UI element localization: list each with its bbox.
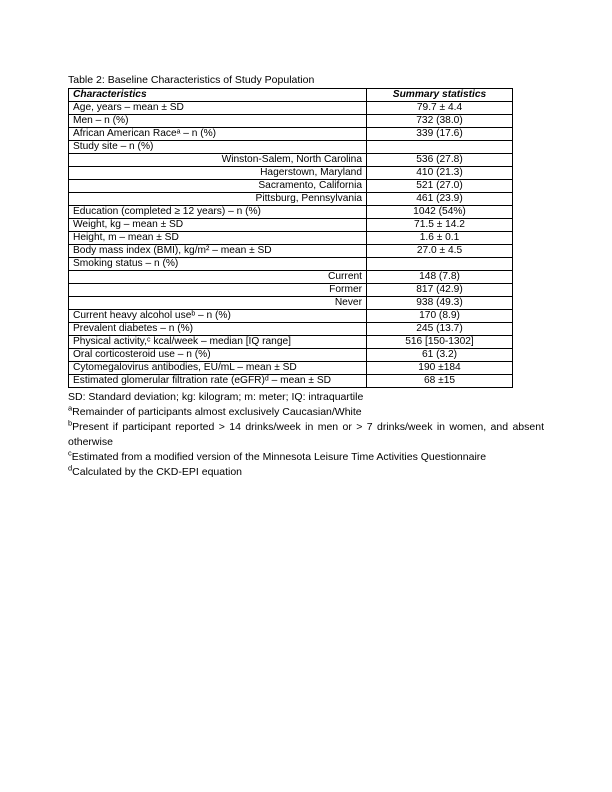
characteristic-cell: Winston-Salem, North Carolina [69,154,367,167]
table-row [69,102,513,115]
table-row [69,206,513,219]
value-cell: 1042 (54%) [367,206,513,219]
baseline-characteristics-table [68,88,513,388]
page-content [68,73,544,480]
table-row [69,141,513,154]
table-row [69,245,513,258]
footnote-marker: a [68,403,73,413]
footnote-b [68,420,544,450]
value-cell: 521 (27.0) [367,180,513,193]
value-cell: 732 (38.0) [367,115,513,128]
table-row [69,323,513,336]
value-cell: 817 (42.9) [367,284,513,297]
table-row [69,180,513,193]
value-cell: 27.0 ± 4.5 [367,245,513,258]
table-footnotes [68,390,544,480]
characteristic-cell: Estimated glomerular filtration rate (eGFR)ᵈ – mean ± SD [69,375,367,388]
value-cell: 170 (8.9) [367,310,513,323]
value-cell: 339 (17.6) [367,128,513,141]
characteristic-cell: Current heavy alcohol useᵇ – n (%) [69,310,367,323]
footnote-text: SD: Standard deviation; kg: kilogram; m: meter; IQ: intraquartile [68,391,364,403]
footnote-text: Calculated by the CKD-EPI equation [72,466,243,478]
footnote-a [68,405,544,420]
table-row [69,128,513,141]
footnote-d [68,465,544,480]
characteristic-cell: Pittsburg, Pennsylvania [69,193,367,206]
characteristic-cell: Education (completed ≥ 12 years) – n (%) [69,206,367,219]
table-row [69,362,513,375]
footnote-marker: d [68,463,73,473]
characteristic-cell: Study site – n (%) [69,141,367,154]
value-cell: 516 [150-1302] [367,336,513,349]
characteristic-cell: Men – n (%) [69,115,367,128]
value-cell: 461 (23.9) [367,193,513,206]
table-row [69,258,513,271]
characteristic-cell: Smoking status – n (%) [69,258,367,271]
table-caption: Table 2: Baseline Characteristics of Study Population [68,74,315,86]
characteristic-cell: Hagerstown, Maryland [69,167,367,180]
value-cell: 148 (7.8) [367,271,513,284]
characteristic-cell: Weight, kg – mean ± SD [69,219,367,232]
value-cell [367,258,513,271]
value-cell: 71.5 ± 14.2 [367,219,513,232]
characteristic-cell: Current [69,271,367,284]
value-cell: 938 (49.3) [367,297,513,310]
column-header-summary-statistics: Summary statistics [367,89,513,102]
footnote-marker: c [68,448,72,458]
footnote-text: Estimated from a modified version of the Minnesota Leisure Time Activities Questionnaire [71,451,487,463]
table-row [69,375,513,388]
value-cell: 1.6 ± 0.1 [367,232,513,245]
characteristic-cell: Former [69,284,367,297]
footnote-marker: b [68,418,73,428]
table-row [69,336,513,349]
characteristic-cell: Oral corticosteroid use – n (%) [69,349,367,362]
footnote-abbreviations [68,390,544,405]
value-cell: 245 (13.7) [367,323,513,336]
value-cell: 536 (27.8) [367,154,513,167]
footnote-text: Present if participant reported > 14 drinks/week in men or > 7 drinks/week in women, and absent otherwise [68,421,544,448]
table-row [69,115,513,128]
characteristic-cell: Age, years – mean ± SD [69,102,367,115]
table-row [69,284,513,297]
footnote-text: Remainder of participants almost exclusively Caucasian/White [72,406,362,418]
table-row [69,154,513,167]
value-cell: 190 ±184 [367,362,513,375]
characteristic-cell: African American Raceᵃ – n (%) [69,128,367,141]
value-cell: 61 (3.2) [367,349,513,362]
column-header-characteristics: Characteristics [69,89,367,102]
characteristic-cell: Sacramento, California [69,180,367,193]
characteristic-cell: Never [69,297,367,310]
table-row [69,349,513,362]
characteristic-cell: Prevalent diabetes – n (%) [69,323,367,336]
value-cell [367,141,513,154]
table-row [69,232,513,245]
footnote-c [68,450,544,465]
table-row [69,167,513,180]
value-cell: 68 ±15 [367,375,513,388]
table-row [69,219,513,232]
characteristic-cell: Physical activity,ᶜ kcal/week – median [IQ range] [69,336,367,349]
value-cell: 410 (21.3) [367,167,513,180]
table-row [69,297,513,310]
characteristic-cell: Height, m – mean ± SD [69,232,367,245]
table-row [69,310,513,323]
table-header-row [69,89,513,102]
characteristic-cell: Cytomegalovirus antibodies, EU/mL – mean ± SD [69,362,367,375]
characteristic-cell: Body mass index (BMI), kg/m² – mean ± SD [69,245,367,258]
value-cell: 79.7 ± 4.4 [367,102,513,115]
table-row [69,271,513,284]
table-row [69,193,513,206]
